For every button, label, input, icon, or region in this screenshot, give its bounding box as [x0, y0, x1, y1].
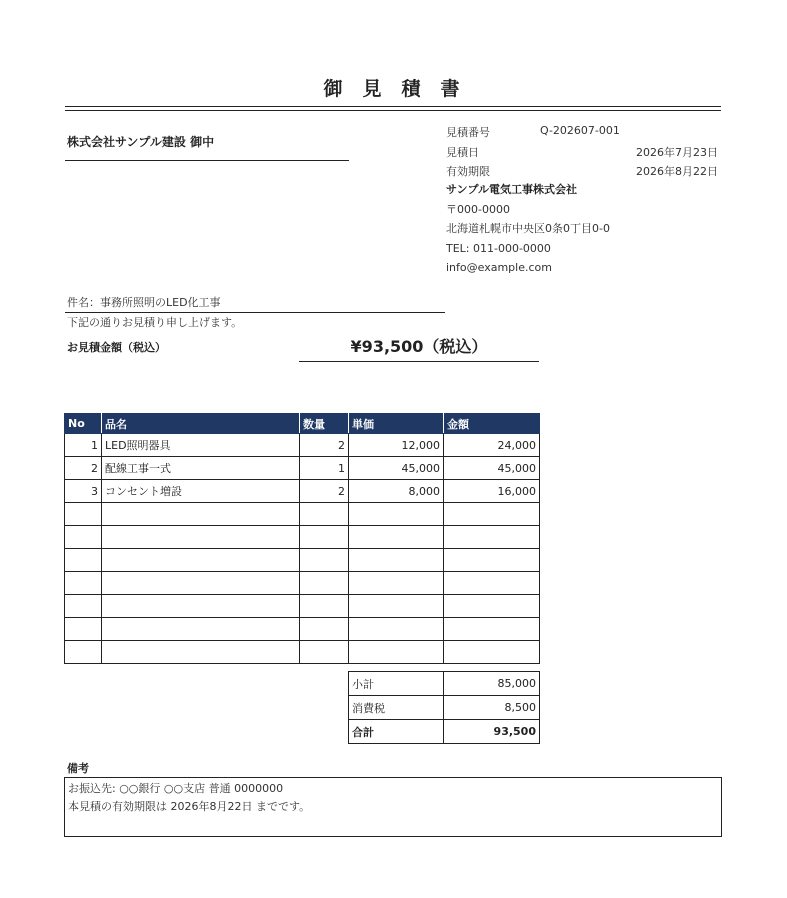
cell-unit-price: 45,000	[349, 457, 444, 480]
cell-no: 1	[65, 434, 102, 457]
total-value: 93,500	[444, 720, 540, 744]
client-underline	[65, 160, 349, 161]
cell-item	[102, 595, 300, 618]
header-amount: 金額	[444, 414, 540, 434]
cell-no	[65, 549, 102, 572]
items-table	[64, 413, 540, 664]
subject-underline	[65, 312, 445, 313]
title-rule	[65, 106, 721, 107]
cell-item	[102, 503, 300, 526]
quote-date-label: 見積日	[446, 146, 479, 159]
amount-underline	[299, 361, 539, 362]
table-row	[65, 503, 540, 526]
intro-text: 下記の通りお見積り申し上げます。	[67, 316, 243, 329]
totals-table	[348, 671, 540, 744]
cell-amount: 24,000	[444, 434, 540, 457]
document-title: 御見積書	[323, 78, 480, 100]
subtotal-value: 85,000	[444, 672, 540, 696]
cell-qty	[300, 572, 349, 595]
cell-item: コンセント増設	[102, 480, 300, 503]
cell-amount	[444, 549, 540, 572]
cell-no	[65, 503, 102, 526]
amount-value: ¥93,500（税込）	[350, 337, 488, 356]
cell-item	[102, 549, 300, 572]
subject: 件名：事務所照明のLED化工事	[67, 296, 221, 309]
cell-amount	[444, 503, 540, 526]
notes-box	[64, 777, 722, 837]
cell-qty: 2	[300, 480, 349, 503]
notes-line: お振込先: ○○銀行 ○○支店 普通 0000000	[68, 782, 284, 795]
quote-number-label: 見積番号	[446, 126, 490, 139]
quote-expiry: 2026年8月22日	[636, 165, 718, 178]
cell-qty	[300, 503, 349, 526]
issuer-postal: 〒000-0000	[446, 202, 510, 216]
quote-date: 2026年7月23日	[636, 146, 718, 159]
cell-unit-price: 12,000	[349, 434, 444, 457]
cell-amount	[444, 526, 540, 549]
cell-amount: 45,000	[444, 457, 540, 480]
table-row	[65, 457, 540, 480]
issuer-name: サンプル電気工事株式会社	[446, 183, 578, 196]
title-rule	[65, 110, 721, 111]
quote-number: Q-202607-001	[540, 124, 620, 137]
notes-line: 本見積の有効期限は 2026年8月22日 までです。	[68, 800, 311, 813]
table-row	[65, 595, 540, 618]
cell-unit-price	[349, 595, 444, 618]
cell-amount: 16,000	[444, 480, 540, 503]
table-row	[65, 549, 540, 572]
cell-qty	[300, 595, 349, 618]
tax-row	[349, 696, 540, 720]
table-row	[65, 572, 540, 595]
total-row	[349, 720, 540, 744]
table-row	[65, 434, 540, 457]
client-name: 株式会社サンプル建設 御中	[67, 135, 215, 149]
cell-unit-price: 8,000	[349, 480, 444, 503]
cell-qty: 2	[300, 434, 349, 457]
table-row	[65, 480, 540, 503]
cell-no	[65, 618, 102, 641]
cell-amount	[444, 641, 540, 664]
issuer-email: info@example.com	[446, 261, 552, 275]
cell-item	[102, 641, 300, 664]
cell-item: LED照明器具	[102, 434, 300, 457]
cell-unit-price	[349, 549, 444, 572]
cell-item	[102, 572, 300, 595]
cell-unit-price	[349, 572, 444, 595]
header-unit-price: 単価	[349, 414, 444, 434]
tax-label: 消費税	[349, 696, 444, 720]
cell-unit-price	[349, 641, 444, 664]
table-row	[65, 526, 540, 549]
cell-no: 3	[65, 480, 102, 503]
header-no: No	[65, 414, 102, 434]
header-qty: 数量	[300, 414, 349, 434]
table-header-row	[65, 414, 540, 434]
amount-label: お見積金額（税込）	[67, 341, 166, 354]
table-row	[65, 641, 540, 664]
cell-amount	[444, 618, 540, 641]
tax-value: 8,500	[444, 696, 540, 720]
table-row	[65, 618, 540, 641]
cell-no	[65, 526, 102, 549]
cell-no	[65, 595, 102, 618]
subtotal-label: 小計	[349, 672, 444, 696]
cell-item: 配線工事一式	[102, 457, 300, 480]
cell-qty	[300, 526, 349, 549]
subtotal-row	[349, 672, 540, 696]
cell-unit-price	[349, 503, 444, 526]
cell-no	[65, 641, 102, 664]
header-item: 品名	[102, 414, 300, 434]
cell-qty	[300, 618, 349, 641]
quote-expiry-label: 有効期限	[446, 165, 490, 178]
cell-unit-price	[349, 618, 444, 641]
issuer-block	[446, 180, 610, 278]
cell-no	[65, 572, 102, 595]
cell-qty	[300, 549, 349, 572]
issuer-address: 北海道札幌市中央区0条0丁目0-0	[446, 222, 610, 236]
cell-no: 2	[65, 457, 102, 480]
cell-unit-price	[349, 526, 444, 549]
cell-item	[102, 526, 300, 549]
cell-amount	[444, 595, 540, 618]
notes-label: 備考	[67, 762, 89, 775]
cell-qty	[300, 641, 349, 664]
issuer-tel: TEL: 011-000-0000	[446, 241, 551, 255]
total-label: 合計	[349, 720, 444, 744]
cell-qty: 1	[300, 457, 349, 480]
cell-item	[102, 618, 300, 641]
cell-amount	[444, 572, 540, 595]
